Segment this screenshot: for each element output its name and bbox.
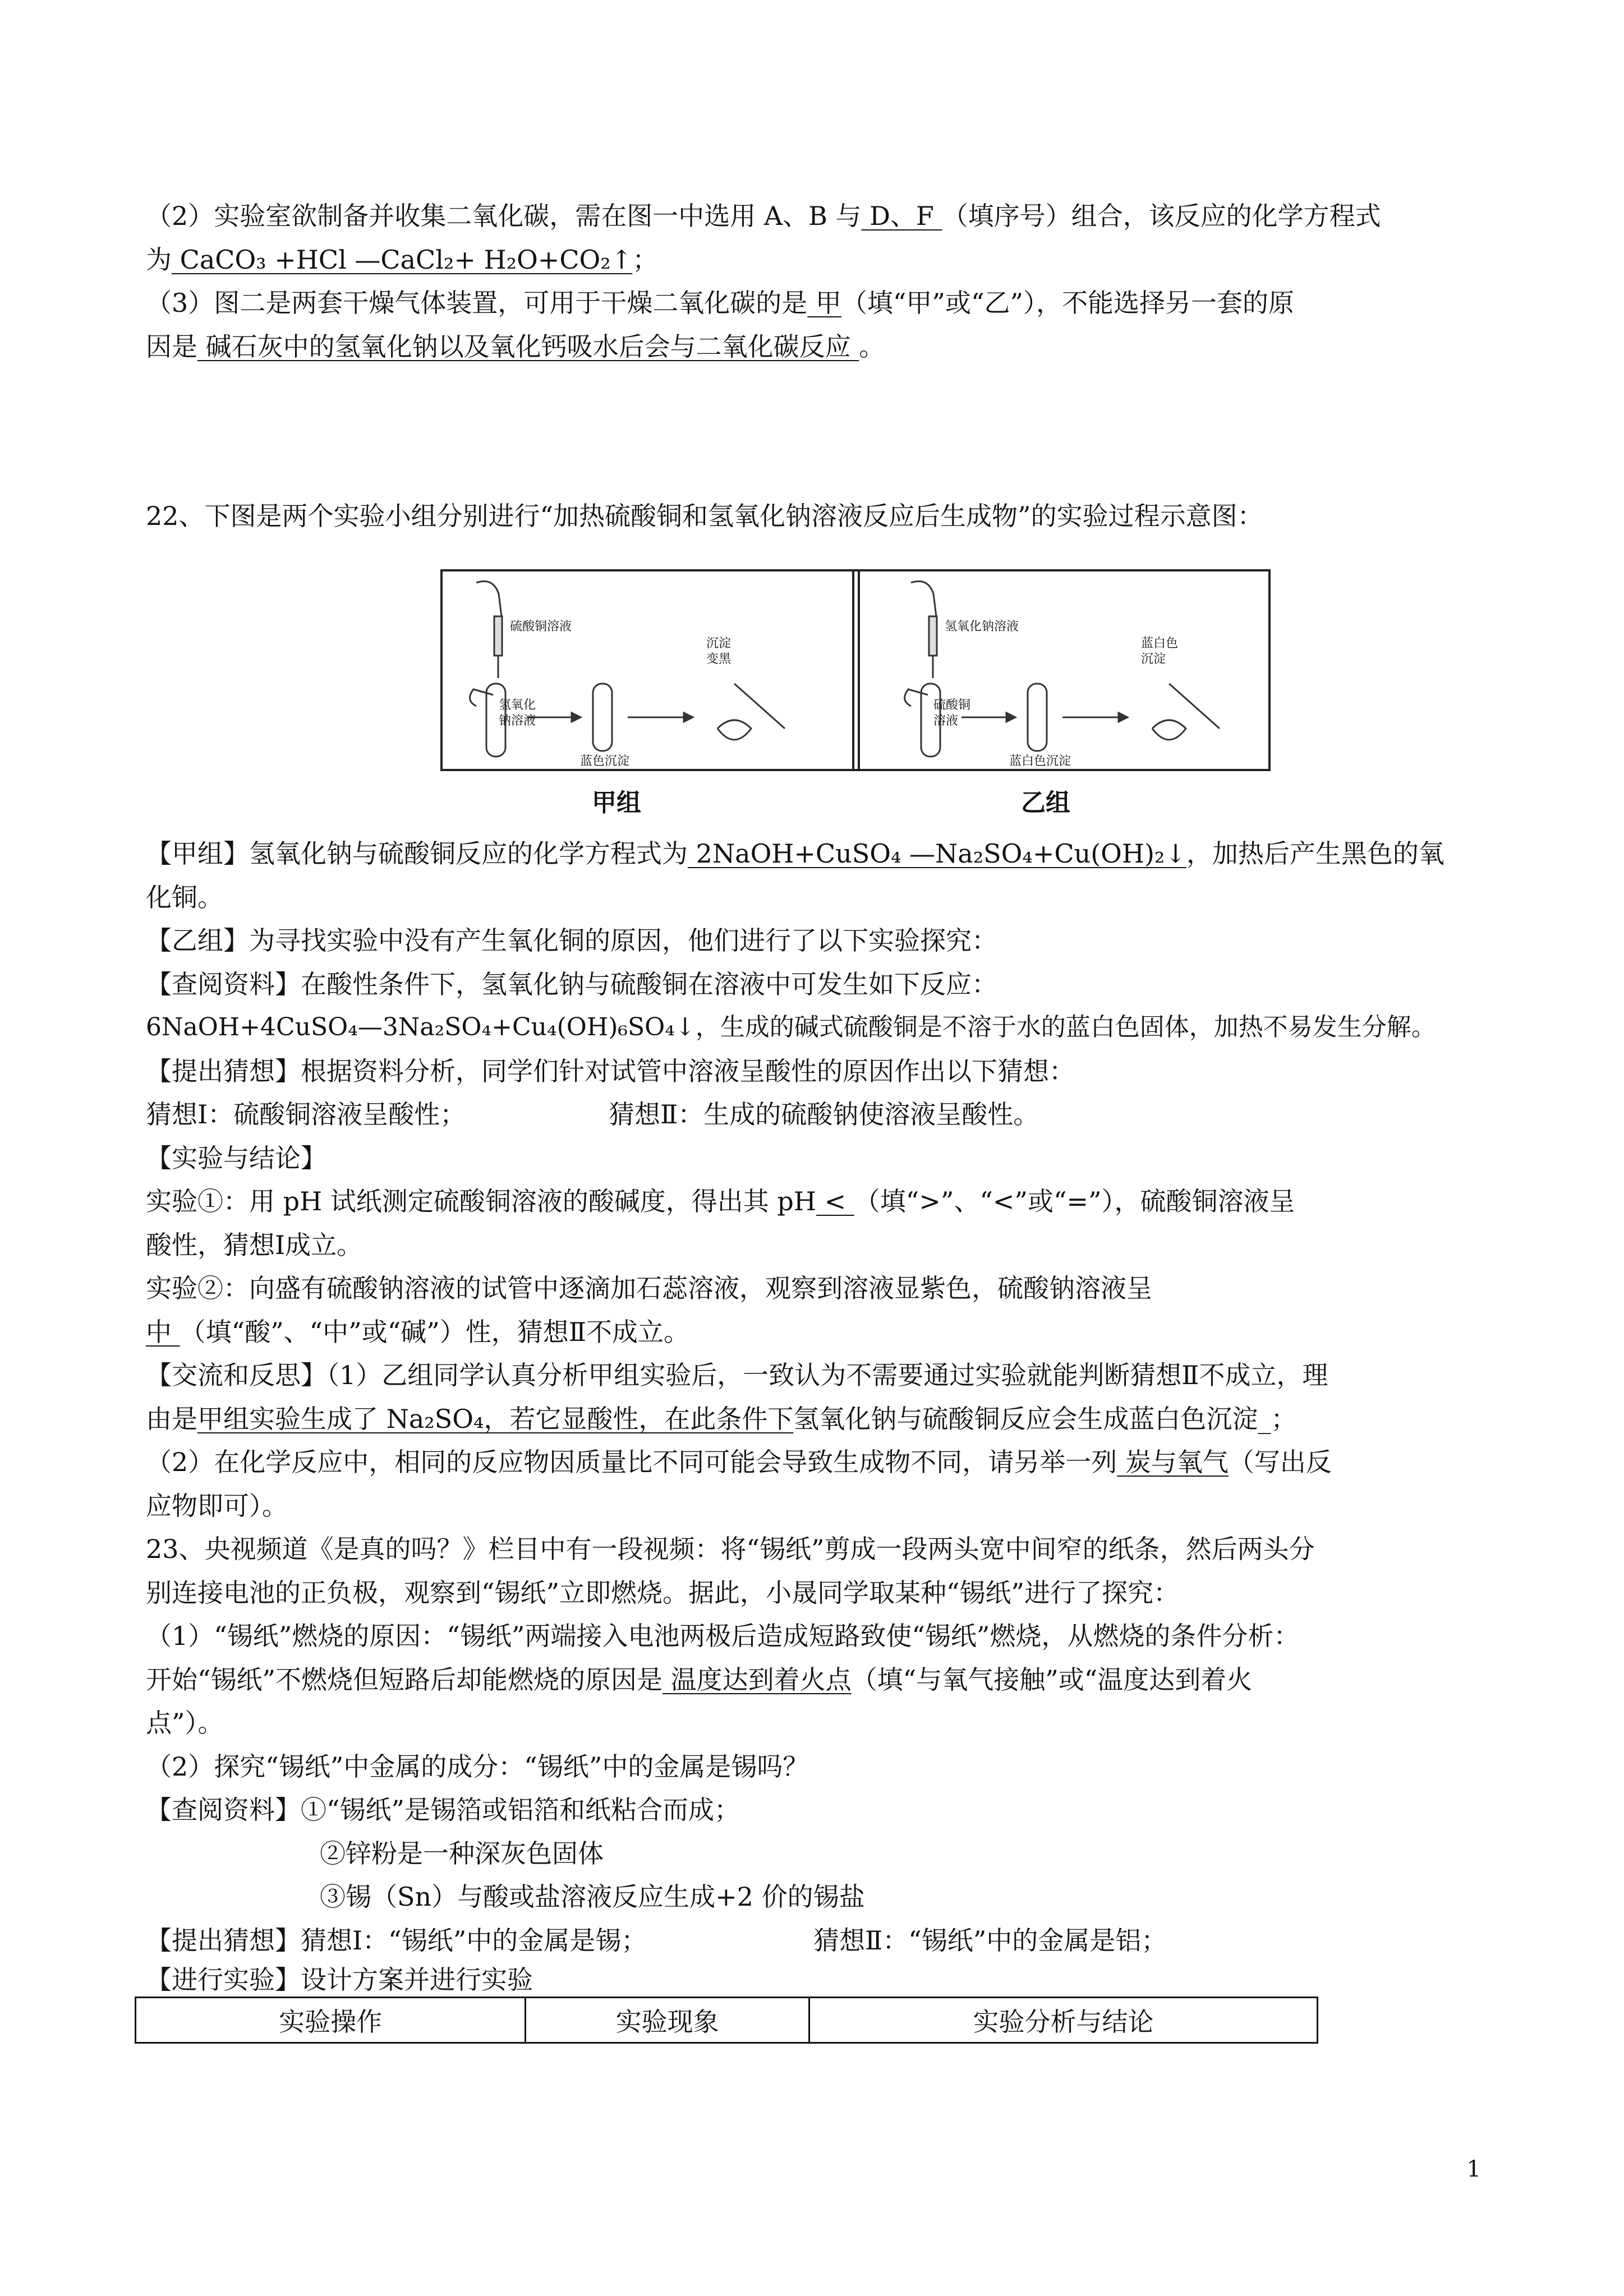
- caption-jia: 甲组: [592, 789, 641, 817]
- answer-blank: 中: [146, 1317, 180, 1347]
- label-cuso4-right: 硫酸铜溶液: [933, 698, 971, 728]
- q23-line3: （1）“锡纸”燃烧的原因：“锡纸”两端接入电池两极后造成短路致使“锡纸”燃烧，从燃烧的条件分析：: [146, 1621, 1300, 1651]
- table-header: 实验现象: [526, 1998, 809, 2043]
- tichu-line: 【提出猜想】根据资料分析，同学们针对试管中溶液呈酸性的原因作出以下猜想：: [146, 1056, 1075, 1086]
- answer-blank: 2NaOH+CuSO₄ —Na₂SO₄+Cu(OH)₂↓: [688, 838, 1186, 869]
- q23-guess-2: 猜想Ⅱ：“锡纸”中的金属是铝；: [813, 1925, 1167, 1956]
- reflect-line2: 由是甲组实验生成了 Na₂SO₄，若它显酸性，在此条件下氢氧化钠与硫酸铜反应会生成蓝白色沉淀_；: [146, 1404, 1297, 1434]
- answer-blank: 炭与氧气: [1117, 1447, 1229, 1477]
- q23-line8: ②锌粉是一种深灰色固体: [320, 1838, 604, 1869]
- label-turns-black: 沉淀变黑: [706, 637, 732, 666]
- answer-blank: CaCO₃ +HCl —CaCl₂+ H₂O+CO₂↑: [172, 245, 633, 275]
- equation-line: 6NaOH+4CuSO₄—3Na₂SO₄+Cu₄(OH)₆SO₄↓，生成的碱式硫酸铜是不溶于水的蓝白色固体，加热不易发生分解。: [146, 1013, 1436, 1041]
- q23-line7: 【查阅资料】①“锡纸”是锡箔或铝箔和纸粘合而成；: [146, 1795, 740, 1825]
- page-number: 1: [1466, 2156, 1481, 2182]
- exp1-line2: 酸性，猜想Ⅰ成立。: [146, 1230, 363, 1260]
- q23-line1: 23、央视频道《是真的吗？》栏目中有一段视频：将“锡纸”剪成一段两头宽中间窄的纸条，然后两头分: [146, 1534, 1315, 1564]
- label-bluewhite-ppt-2: 蓝白色沉淀: [1141, 637, 1179, 666]
- exp2-line: 实验②：向盛有硫酸钠溶液的试管中逐滴加石蕊溶液，观察到溶液显紫色，硫酸钠溶液呈: [146, 1273, 1152, 1303]
- answer-blank: <: [816, 1186, 854, 1216]
- table-header: 实验操作: [136, 1998, 526, 2043]
- q23-line9: ③锡（Sn）与酸或盐溶液反应生成+2 价的锡盐: [320, 1882, 865, 1912]
- q21-2-line2: 为 CaCO₃ +HCl —CaCl₂+ H₂O+CO₂↑；: [146, 245, 659, 275]
- table-header-row: [136, 1998, 1318, 2043]
- reflect-line1: 【交流和反思】（1）乙组同学认真分析甲组实验后，一致认为不需要通过实验就能判断猜想Ⅱ不成立，理: [146, 1360, 1328, 1390]
- guess-2: 猜想Ⅱ：生成的硫酸钠使溶液呈酸性。: [609, 1099, 1039, 1129]
- jia-line: 【甲组】氢氧化钠与硫酸铜反应的化学方程式为 2NaOH+CuSO₄ —Na₂SO₄+Cu(OH)₂↓，加热后产生黑色的氧: [146, 838, 1444, 869]
- yi-line: 【乙组】为寻找实验中没有产生氧化铜的原因，他们进行了以下实验探究：: [146, 925, 997, 956]
- reflect-line4: 应物即可）。: [146, 1491, 288, 1521]
- q21-3-line1: （3）图二是两套干燥气体装置，可用于干燥二氧化碳的是 甲（填“甲”或“乙”），不能选择另一套的原: [146, 288, 1294, 318]
- q23-line2: 别连接电池的正负极，观察到“锡纸”立即燃烧。据此，小晟同学取某种“锡纸”进行了探究：: [146, 1578, 1180, 1608]
- jia-line2: 化铜。: [146, 882, 223, 912]
- q22-stem: 22、下图是两个实验小组分别进行“加热硫酸铜和氢氧化钠溶液反应后生成物”的实验过程示意图：: [146, 501, 1263, 531]
- label-naoh: 氢氧化钠溶液: [499, 698, 536, 728]
- exp2-line2: 中 （填“酸”、“中”或“碱”）性，猜想Ⅱ不成立。: [146, 1317, 689, 1347]
- q23-line6: （2）探究“锡纸”中金属的成分：“锡纸”中的金属是锡吗？: [146, 1751, 809, 1782]
- guess-1: 猜想Ⅰ：硫酸铜溶液呈酸性；: [146, 1099, 466, 1129]
- reflect-line3: （2）在化学反应中，相同的反应物因质量比不同可能会导致生成物不同，请另举一列 炭与氧气（写出反: [146, 1447, 1332, 1477]
- label-naoh-right: 氢氧化钠溶液: [945, 620, 1019, 634]
- answer-blank: 甲: [807, 288, 841, 318]
- figure-drawing: [443, 571, 1268, 769]
- label-cuso4: 硫酸铜溶液: [510, 620, 572, 634]
- shiyan-header: 【实验与结论】: [146, 1143, 326, 1173]
- answer-blank: D、F: [861, 201, 942, 231]
- answer-blank: 温度达到着火点: [663, 1665, 852, 1695]
- label-blue-ppt: 蓝色沉淀: [580, 754, 630, 768]
- label-bluewhite-ppt: 蓝白色沉淀: [1009, 754, 1071, 768]
- caption-yi: 乙组: [1021, 789, 1070, 817]
- chayue-line: 【查阅资料】在酸性条件下，氢氧化钠与硫酸铜在溶液中可发生如下反应：: [146, 969, 997, 999]
- q21-3-line2: 因是 碱石灰中的氢氧化钠以及氧化钙吸水后会与二氧化碳反应 。: [146, 331, 885, 362]
- q23-line4: 开始“锡纸”不燃烧但短路后却能燃烧的原因是 温度达到着火点（填“与氧气接触”或“温度达到着火: [146, 1665, 1253, 1695]
- exp1-line: 实验①：用 pH 试纸测定硫酸铜溶液的酸碱度，得出其 pH < （填“>”、“<”或“=”），硫酸铜溶液呈: [146, 1186, 1295, 1216]
- q23-guess-1: 【提出猜想】猜想Ⅰ：“锡纸”中的金属是锡；: [146, 1925, 647, 1956]
- q23-line11: 【进行实验】设计方案并进行实验: [146, 1965, 533, 1995]
- answer-blank: 甲组实验生成了 Na₂SO₄，若它显酸性，在此条件下: [197, 1404, 794, 1434]
- experiment-table: [135, 1997, 1318, 2044]
- answer-blank: 碱石灰中的氢氧化钠以及氧化钙吸水后会与二氧化碳反应: [197, 331, 859, 362]
- q23-line5: 点”）。: [146, 1708, 224, 1738]
- table-header: 实验分析与结论: [809, 1998, 1317, 2043]
- experiment-figure: [440, 569, 1271, 771]
- q21-2-line1: （2）实验室欲制备并收集二氧化碳，需在图一中选用 A、B 与 D、F （填序号）组合，该反应的化学方程式: [146, 201, 1381, 231]
